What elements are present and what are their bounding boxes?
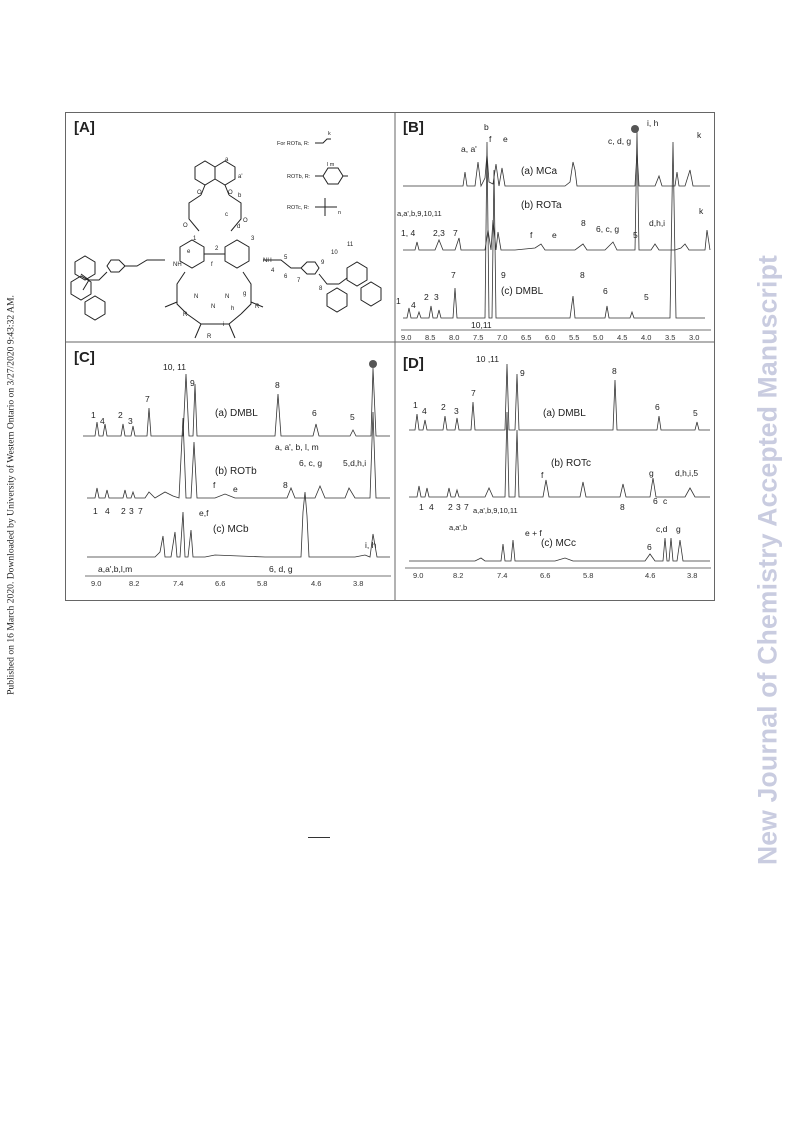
tick-d-2: 7.4 — [497, 571, 508, 580]
atom-7: 7 — [297, 278, 301, 284]
peak-b-18: 1 — [396, 296, 401, 306]
peak-b-9: 2,3 — [433, 228, 445, 238]
tick-b-9: 4.5 — [617, 333, 628, 342]
peak-d-10: f — [541, 470, 544, 480]
peak-b-2: f — [489, 134, 492, 144]
peak-d-16: 3 — [456, 502, 461, 512]
panel-a — [71, 119, 381, 340]
atom-r-right: R — [255, 304, 260, 310]
tick-d-3: 6.6 — [540, 571, 551, 580]
peak-d-22: a,a',b — [449, 523, 468, 532]
peak-b-11: f — [530, 230, 533, 240]
legend-rotc-sub: n — [338, 210, 342, 216]
peak-c-20: 7 — [138, 506, 143, 516]
peak-b-0: a, a' — [461, 144, 477, 154]
tick-c-5: 4.6 — [311, 579, 322, 588]
legend-rotc: ROTc, R: — [287, 205, 310, 211]
atom-9: 9 — [321, 260, 325, 266]
peak-c-15: 5,d,h,i — [343, 458, 367, 468]
panel-c-ticks — [91, 579, 363, 588]
side-note-text: Published on 16 March 2020. Downloaded by University of Western Ontario on 3/27/2020 9:43:32 AM. — [5, 295, 17, 695]
atom-4: 4 — [271, 268, 275, 274]
trace-d-label-b: (b) ROTc — [551, 458, 591, 469]
atom-2: 2 — [215, 246, 219, 252]
peak-c-22: i, h — [365, 540, 377, 550]
footer-rule — [308, 837, 330, 838]
atom-r-left: R — [183, 312, 188, 318]
atom-f: f — [211, 262, 213, 268]
peak-c-11: f — [213, 480, 216, 490]
panel-b-label: [B] — [403, 119, 424, 136]
tick-b-10: 4.0 — [641, 333, 652, 342]
tick-d-4: 5.8 — [583, 571, 594, 580]
peak-d-15: 2 — [448, 502, 453, 512]
atom-1: 1 — [193, 236, 197, 242]
tick-b-3: 7.5 — [473, 333, 484, 342]
peak-b-21: 3 — [434, 292, 439, 302]
tick-b-6: 6.0 — [545, 333, 556, 342]
peak-c-16: 1 — [93, 506, 98, 516]
peak-b-13: 8 — [581, 218, 586, 228]
atom-b: b — [238, 193, 242, 199]
peak-b-23: 9 — [501, 270, 506, 280]
tick-b-11: 3.5 — [665, 333, 676, 342]
tick-c-6: 3.8 — [353, 579, 364, 588]
legend-rota-sub: k — [328, 131, 331, 137]
atom-10: 10 — [331, 250, 338, 256]
atom-o-3: O — [183, 223, 188, 229]
peak-d-9: 3 — [454, 406, 459, 416]
atom-n-right: N — [225, 294, 230, 300]
publication-side-note — [2, 270, 20, 720]
peak-d-24: c,d — [656, 524, 668, 534]
atom-a-prime: a' — [238, 174, 243, 180]
atom-6: 6 — [284, 274, 288, 280]
atom-5: 5 — [284, 255, 288, 261]
panel-d-peak-labels — [413, 354, 698, 552]
atom-r-bottom: R — [207, 334, 212, 340]
peak-b-1: b — [484, 122, 489, 132]
peak-c-4: 5 — [350, 412, 355, 422]
atom-h: h — [231, 306, 235, 312]
r-group-legend — [277, 131, 348, 216]
peak-c-19: 3 — [129, 506, 134, 516]
trace-d-label-a: (a) DMBL — [543, 408, 586, 419]
peak-c-10: a, a', b, l, m — [275, 442, 319, 452]
left-arm — [71, 256, 165, 320]
peak-b-6: k — [697, 130, 702, 140]
tick-d-1: 8.2 — [453, 571, 464, 580]
peak-d-7: 4 — [422, 406, 427, 416]
peak-d-25: g — [676, 524, 681, 534]
panel-b — [396, 118, 711, 342]
tick-d-0: 9.0 — [413, 571, 424, 580]
peak-b-25: 6 — [603, 286, 608, 296]
peak-d-12: d,h,i,5 — [675, 468, 699, 478]
peak-b-10: 7 — [453, 228, 458, 238]
trace-c-label-b: (b) ROTb — [215, 466, 257, 477]
atom-8: 8 — [319, 286, 323, 292]
atom-g: g — [243, 291, 247, 297]
trace-d-dmbl — [409, 364, 710, 430]
atom-nh-right: NH — [263, 258, 272, 264]
solvent-peak-marker — [631, 125, 639, 133]
peak-d-23: e + f — [525, 528, 542, 538]
tick-b-5: 6.5 — [521, 333, 532, 342]
peak-c-1: 9 — [190, 378, 195, 388]
naphthalene-unit — [189, 161, 241, 231]
peak-b-24: 8 — [580, 270, 585, 280]
peak-c-2: 8 — [275, 380, 280, 390]
atom-11: 11 — [347, 242, 354, 248]
peak-d-13: 1 — [419, 502, 424, 512]
tick-b-7: 5.5 — [569, 333, 580, 342]
trace-c-label-a: (a) DMBL — [215, 408, 258, 419]
peak-b-7: a,a',b,9,10,11 — [397, 209, 442, 218]
trace-b-label-c: (c) DMBL — [501, 286, 544, 297]
peak-c-0: 10, 11 — [163, 362, 187, 372]
peak-c-8: 3 — [128, 416, 133, 426]
atom-a: a — [225, 157, 229, 163]
rotb-ring — [315, 168, 348, 184]
peak-c-5: 1 — [91, 410, 96, 420]
peak-d-20: 6 — [653, 496, 658, 506]
peak-b-27: 10,11 — [471, 320, 492, 330]
peak-b-20: 2 — [424, 292, 429, 302]
atom-c: c — [225, 212, 228, 218]
peak-b-12: e — [552, 230, 557, 240]
trace-b-label-a: (a) MCa — [521, 166, 558, 177]
figure — [65, 112, 715, 601]
atom-o-1: O — [197, 190, 202, 196]
trace-d-rotc — [409, 412, 710, 497]
peak-d-8: 2 — [441, 402, 446, 412]
atom-i: i — [223, 322, 225, 328]
panel-b-peak-labels — [396, 118, 704, 330]
tick-d-6: 3.8 — [687, 571, 698, 580]
trace-d-label-c: (c) MCc — [541, 538, 576, 549]
atom-n-center: N — [211, 304, 216, 310]
peak-c-3: 6 — [312, 408, 317, 418]
atom-o-4: O — [243, 218, 248, 224]
peak-d-21: c — [663, 496, 668, 506]
peak-b-4: c, d, g — [608, 136, 632, 146]
figure-svg — [65, 112, 715, 601]
panel-d-label: [D] — [403, 355, 424, 372]
peak-d-26: 6 — [647, 542, 652, 552]
peak-d-14: 4 — [429, 502, 434, 512]
peak-b-3: e — [503, 134, 508, 144]
peak-b-26: 5 — [644, 292, 649, 302]
watermark-text: New Journal of Chemistry Accepted Manuscript — [752, 254, 783, 866]
peak-d-11: g — [649, 468, 654, 478]
tick-b-2: 8.0 — [449, 333, 460, 342]
peak-b-8: 1, 4 — [401, 228, 416, 238]
tick-c-2: 7.4 — [173, 579, 184, 588]
tick-b-4: 7.0 — [497, 333, 508, 342]
peak-c-7: 2 — [118, 410, 123, 420]
tick-b-8: 5.0 — [593, 333, 604, 342]
legend-rotb: ROTb, R: — [287, 174, 311, 180]
panel-c — [74, 349, 391, 588]
atom-e: e — [187, 249, 191, 255]
tick-c-0: 9.0 — [91, 579, 102, 588]
peak-d-18: a,a',b,9,10,11 — [473, 506, 518, 515]
atom-3: 3 — [251, 236, 255, 242]
peak-c-24: 6, d, g — [269, 564, 293, 574]
atom-n-left: N — [194, 294, 199, 300]
peak-c-21: e,f — [199, 508, 209, 518]
atom-nh-left: NH — [173, 262, 182, 268]
atom-o-2: O — [228, 190, 233, 196]
panel-a-label: [A] — [74, 119, 95, 136]
peak-d-2: 8 — [612, 366, 617, 376]
peak-c-17: 4 — [105, 506, 110, 516]
atom-d: d — [237, 224, 241, 230]
peak-d-0: 10 ,11 — [476, 354, 500, 364]
peak-c-9: 7 — [145, 394, 150, 404]
peak-b-15: 5 — [633, 230, 638, 240]
journal-watermark — [745, 195, 791, 925]
tick-b-1: 8.5 — [425, 333, 436, 342]
panel-b-ticks — [401, 333, 699, 342]
peak-c-18: 2 — [121, 506, 126, 516]
peak-b-16: d,h,i — [649, 218, 666, 228]
panel-d-ticks — [413, 571, 697, 580]
peak-d-17: 7 — [464, 502, 469, 512]
trace-b-label-b: (b) ROTa — [521, 200, 562, 211]
tick-c-4: 5.8 — [257, 579, 268, 588]
tick-c-1: 8.2 — [129, 579, 140, 588]
tick-b-0: 9.0 — [401, 333, 412, 342]
peak-b-14: 6, c, g — [596, 224, 620, 234]
panel-c-label: [C] — [74, 349, 95, 366]
rota-chain — [315, 139, 331, 143]
peak-c-23: a,a',b,l,m — [98, 564, 133, 574]
macrocycle-core — [165, 240, 263, 338]
trace-c-label-c: (c) MCb — [213, 524, 249, 535]
peak-c-14: 6, c, g — [299, 458, 323, 468]
peak-b-22: 7 — [451, 270, 456, 280]
panel-d — [403, 354, 711, 580]
rotc-tbutyl — [315, 198, 337, 216]
peak-d-3: 7 — [471, 388, 476, 398]
legend-rota: For ROTa, R: — [277, 141, 310, 147]
peak-d-6: 1 — [413, 400, 418, 410]
tick-c-3: 6.6 — [215, 579, 226, 588]
atom-labels — [173, 157, 354, 340]
tick-d-5: 4.6 — [645, 571, 656, 580]
peak-c-6: 4 — [100, 416, 105, 426]
legend-rotb-sub: l m — [327, 162, 335, 168]
peak-b-17: k — [699, 206, 704, 216]
solvent-peak-c — [369, 360, 377, 368]
tick-b-12: 3.0 — [689, 333, 700, 342]
peak-c-12: e — [233, 484, 238, 494]
peak-d-5: 5 — [693, 408, 698, 418]
peak-d-4: 6 — [655, 402, 660, 412]
peak-c-13: 8 — [283, 480, 288, 490]
peak-b-5: i, h — [647, 118, 659, 128]
peak-d-1: 9 — [520, 368, 525, 378]
peak-d-19: 8 — [620, 502, 625, 512]
peak-b-19: 4 — [411, 300, 416, 310]
